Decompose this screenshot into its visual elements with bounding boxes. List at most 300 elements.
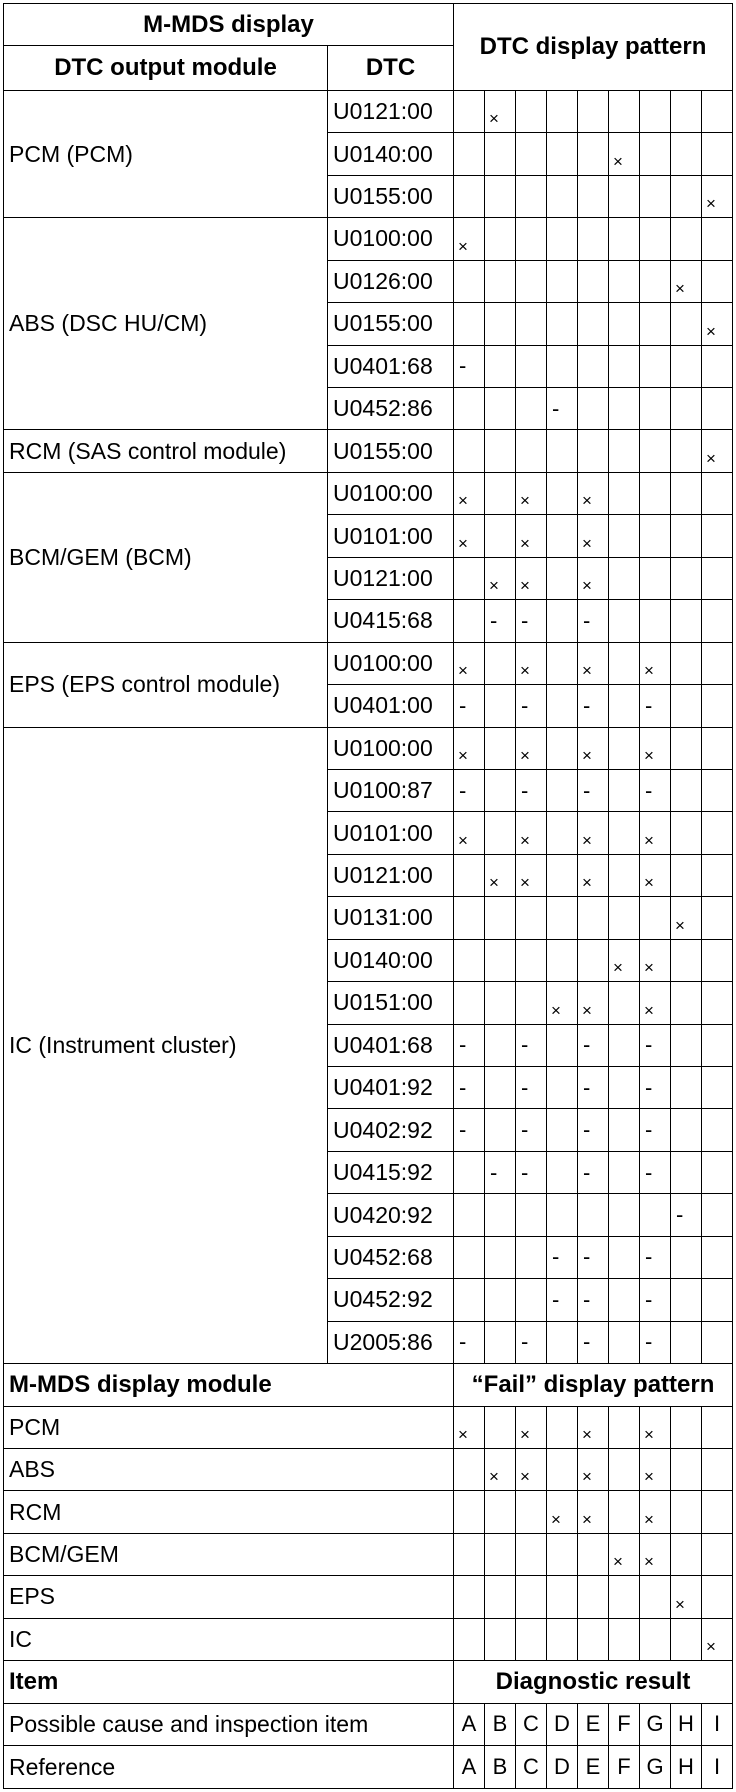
dtc-code: U0131:00 [328,897,454,939]
result-letter-cell: C [516,1703,547,1745]
pattern-cell: - [578,600,609,642]
fail-pattern-cell [671,1618,702,1660]
fail-pattern-cell [485,1406,516,1448]
fail-row [4,1533,733,1575]
pattern-cell [671,175,702,217]
header-row-1 [4,4,733,46]
pattern-cell [485,1109,516,1151]
pattern-cell: × [640,812,671,854]
pattern-cell [609,345,640,387]
fail-pattern-cell: × [671,1576,702,1618]
pattern-cell: × [578,854,609,896]
fail-pattern-cell [671,1533,702,1575]
fail-pattern-cell: × [485,1448,516,1490]
pattern-cell: × [454,515,485,557]
pattern-cell: × [578,557,609,599]
fail-pattern-cell [485,1533,516,1575]
pattern-cell [609,1236,640,1278]
pattern-cell [702,472,733,514]
pattern-cell [454,600,485,642]
pattern-cell [702,557,733,599]
pattern-cell: × [671,260,702,302]
fail-pattern-cell: × [640,1533,671,1575]
pattern-cell [454,854,485,896]
pattern-cell [547,600,578,642]
pattern-cell [516,388,547,430]
pattern-cell: - [547,1236,578,1278]
fail-pattern-cell [609,1576,640,1618]
pattern-cell [485,345,516,387]
dtc-code: U0100:00 [328,727,454,769]
pattern-cell: × [516,812,547,854]
pattern-cell: - [578,685,609,727]
pattern-cell [547,472,578,514]
fail-row [4,1491,733,1533]
pattern-cell [671,600,702,642]
pattern-cell: - [516,1109,547,1151]
pattern-cell [547,897,578,939]
pattern-cell [516,1279,547,1321]
fail-pattern-cell: × [578,1491,609,1533]
pattern-cell [671,1279,702,1321]
dtc-code: U2005:86 [328,1321,454,1363]
fail-pattern-cell [485,1491,516,1533]
pattern-cell [547,430,578,472]
result-letter-cell: A [454,1746,485,1789]
fail-pattern-cell [609,1448,640,1490]
result-row [4,1703,733,1745]
pattern-cell [547,854,578,896]
pattern-cell: - [454,685,485,727]
dtc-row [4,642,733,684]
fail-pattern-cell [485,1618,516,1660]
pattern-cell [547,515,578,557]
pattern-cell [702,769,733,811]
dtc-code: U0126:00 [328,260,454,302]
pattern-cell [640,133,671,175]
pattern-cell: - [516,685,547,727]
pattern-cell [609,515,640,557]
result-header-row [4,1661,733,1703]
pattern-cell [640,90,671,132]
pattern-cell [671,303,702,345]
pattern-cell [671,345,702,387]
pattern-cell [702,1067,733,1109]
module-name: EPS (EPS control module) [4,642,328,727]
pattern-cell: - [547,1279,578,1321]
fail-pattern-cell [671,1448,702,1490]
pattern-cell: × [578,642,609,684]
dtc-code: U0121:00 [328,90,454,132]
pattern-cell [609,600,640,642]
pattern-cell: × [640,939,671,981]
fail-display-pattern-header: “Fail” display pattern [454,1364,733,1406]
dtc-code: U0415:68 [328,600,454,642]
dtc-code: U0100:87 [328,769,454,811]
fail-pattern-cell [609,1491,640,1533]
pattern-cell [609,642,640,684]
pattern-cell: - [485,600,516,642]
dtc-code: U0401:68 [328,345,454,387]
pattern-cell [609,1109,640,1151]
pattern-cell [702,1109,733,1151]
module-name: BCM/GEM (BCM) [4,472,328,642]
fail-module-name: EPS [4,1576,454,1618]
pattern-cell [640,472,671,514]
pattern-cell [702,515,733,557]
pattern-cell [547,685,578,727]
pattern-cell [640,388,671,430]
pattern-cell [671,854,702,896]
fail-pattern-cell: × [578,1448,609,1490]
pattern-cell [516,260,547,302]
pattern-cell [702,345,733,387]
fail-row [4,1448,733,1490]
fail-pattern-cell [671,1491,702,1533]
pattern-cell [485,1024,516,1066]
pattern-cell [578,133,609,175]
pattern-cell: - [671,1194,702,1236]
pattern-cell [454,260,485,302]
pattern-cell: - [454,345,485,387]
fail-module-name: IC [4,1618,454,1660]
dtc-row [4,90,733,132]
fail-pattern-cell [640,1576,671,1618]
result-letter-cell: E [578,1703,609,1745]
pattern-cell [516,175,547,217]
pattern-cell [485,897,516,939]
diagnostic-result-header: Diagnostic result [454,1661,733,1703]
pattern-cell [702,260,733,302]
pattern-cell [547,1194,578,1236]
pattern-cell [609,1279,640,1321]
fail-pattern-cell [516,1576,547,1618]
pattern-cell [671,557,702,599]
pattern-cell: × [516,727,547,769]
dtc-code: U0452:92 [328,1279,454,1321]
pattern-cell [640,897,671,939]
pattern-cell [547,557,578,599]
result-letter-cell: F [609,1746,640,1789]
pattern-cell: × [578,982,609,1024]
pattern-cell [609,472,640,514]
fail-pattern-cell: × [578,1406,609,1448]
pattern-cell [578,345,609,387]
dtc-row [4,727,733,769]
pattern-cell [454,1151,485,1193]
pattern-cell: × [516,854,547,896]
dtc-code: U0401:92 [328,1067,454,1109]
fail-pattern-cell [454,1533,485,1575]
pattern-cell [702,642,733,684]
result-letter-cell: A [454,1703,485,1745]
pattern-cell [485,769,516,811]
pattern-cell [578,260,609,302]
pattern-cell: - [578,1109,609,1151]
pattern-cell [609,727,640,769]
pattern-cell [485,1236,516,1278]
pattern-cell [702,1321,733,1363]
dtc-code: U0415:92 [328,1151,454,1193]
pattern-cell [702,685,733,727]
pattern-cell: - [516,1151,547,1193]
pattern-cell [640,218,671,260]
pattern-cell [547,260,578,302]
pattern-cell [578,897,609,939]
fail-pattern-cell: × [702,1618,733,1660]
pattern-cell [702,1194,733,1236]
pattern-cell: - [578,1067,609,1109]
pattern-cell [547,1151,578,1193]
dtc-code: U0101:00 [328,812,454,854]
pattern-cell [640,430,671,472]
pattern-cell [702,939,733,981]
pattern-cell [547,90,578,132]
mmds-display-module-header: M-MDS display module [4,1364,454,1406]
fail-row [4,1406,733,1448]
pattern-cell: - [454,1067,485,1109]
fail-pattern-cell [609,1618,640,1660]
dtc-code: U0401:00 [328,685,454,727]
pattern-cell [671,812,702,854]
pattern-cell: × [516,557,547,599]
pattern-cell [516,939,547,981]
pattern-cell [485,303,516,345]
fail-pattern-cell [702,1448,733,1490]
pattern-cell [609,90,640,132]
pattern-cell [671,1109,702,1151]
pattern-cell [609,1151,640,1193]
pattern-cell [609,812,640,854]
pattern-cell [485,1279,516,1321]
pattern-cell [485,515,516,557]
pattern-cell: - [454,769,485,811]
fail-pattern-cell [547,1618,578,1660]
dtc-display-pattern-table [3,3,733,1789]
dtc-row [4,218,733,260]
pattern-cell [578,1194,609,1236]
pattern-cell [671,727,702,769]
dtc-code: U0402:92 [328,1109,454,1151]
pattern-cell [671,515,702,557]
pattern-cell [609,897,640,939]
pattern-cell [516,430,547,472]
pattern-cell: - [516,1024,547,1066]
fail-pattern-cell [671,1406,702,1448]
fail-module-name: BCM/GEM [4,1533,454,1575]
pattern-cell: × [609,133,640,175]
pattern-cell [702,1151,733,1193]
pattern-cell: - [640,1321,671,1363]
pattern-cell [454,939,485,981]
result-letter-cell: G [640,1746,671,1789]
pattern-cell [671,133,702,175]
fail-pattern-cell [640,1618,671,1660]
fail-pattern-cell: × [516,1406,547,1448]
pattern-cell [702,218,733,260]
fail-pattern-cell [578,1576,609,1618]
dtc-code: U0121:00 [328,557,454,599]
fail-pattern-cell: × [516,1448,547,1490]
dtc-code: U0100:00 [328,472,454,514]
pattern-cell [547,345,578,387]
pattern-cell [547,642,578,684]
pattern-cell: - [578,1236,609,1278]
pattern-cell: × [578,727,609,769]
dtc-code: U0155:00 [328,303,454,345]
fail-pattern-cell [454,1618,485,1660]
pattern-cell [516,345,547,387]
pattern-cell: - [578,769,609,811]
pattern-cell [485,939,516,981]
pattern-cell: × [454,812,485,854]
pattern-cell [702,1279,733,1321]
pattern-cell [485,685,516,727]
pattern-cell [578,939,609,981]
pattern-cell [671,642,702,684]
fail-pattern-cell [578,1533,609,1575]
pattern-cell: × [485,90,516,132]
fail-pattern-cell: × [640,1406,671,1448]
dtc-code: U0100:00 [328,218,454,260]
pattern-cell: × [485,557,516,599]
fail-pattern-cell [485,1576,516,1618]
pattern-cell [702,982,733,1024]
pattern-cell [454,133,485,175]
pattern-cell: × [454,472,485,514]
pattern-cell [547,727,578,769]
pattern-cell [671,1067,702,1109]
fail-pattern-cell [516,1618,547,1660]
pattern-cell [547,218,578,260]
pattern-cell [547,1109,578,1151]
fail-module-name: RCM [4,1491,454,1533]
pattern-cell [485,218,516,260]
fail-pattern-cell [454,1491,485,1533]
pattern-cell: × [454,727,485,769]
module-name: PCM (PCM) [4,90,328,217]
result-item-name: Possible cause and inspection item [4,1703,454,1745]
pattern-cell [702,854,733,896]
pattern-cell: - [516,1067,547,1109]
result-letter-cell: C [516,1746,547,1789]
pattern-cell [578,388,609,430]
pattern-cell [454,388,485,430]
pattern-cell [702,897,733,939]
fail-row [4,1618,733,1660]
fail-pattern-cell [702,1533,733,1575]
pattern-cell [640,557,671,599]
pattern-cell [671,472,702,514]
pattern-cell [578,175,609,217]
pattern-cell [609,1321,640,1363]
fail-pattern-cell [454,1576,485,1618]
dtc-code: U0101:00 [328,515,454,557]
module-name: IC (Instrument cluster) [4,727,328,1364]
pattern-cell [547,812,578,854]
pattern-cell [671,1321,702,1363]
dtc-code: U0155:00 [328,430,454,472]
pattern-cell: × [702,175,733,217]
pattern-cell: - [454,1109,485,1151]
pattern-cell [609,260,640,302]
fail-pattern-cell: × [640,1448,671,1490]
result-letter-cell: B [485,1746,516,1789]
pattern-cell: - [516,769,547,811]
dtc-code: U0100:00 [328,642,454,684]
pattern-cell [609,982,640,1024]
pattern-cell [640,1194,671,1236]
dtc-code: U0151:00 [328,982,454,1024]
pattern-cell [516,90,547,132]
pattern-cell [454,982,485,1024]
dtc-code: U0140:00 [328,133,454,175]
pattern-cell [702,727,733,769]
pattern-cell [609,769,640,811]
pattern-cell: - [454,1321,485,1363]
pattern-cell [516,303,547,345]
pattern-cell: × [640,854,671,896]
pattern-cell [485,1067,516,1109]
pattern-cell: × [516,472,547,514]
fail-pattern-cell [454,1448,485,1490]
pattern-cell [609,854,640,896]
pattern-cell [609,303,640,345]
dtc-code: U0155:00 [328,175,454,217]
pattern-cell [609,1194,640,1236]
pattern-cell [454,1236,485,1278]
pattern-cell [547,133,578,175]
pattern-cell [671,685,702,727]
pattern-cell [609,430,640,472]
pattern-cell [671,982,702,1024]
fail-pattern-cell [609,1406,640,1448]
dtc-row [4,430,733,472]
module-name: ABS (DSC HU/CM) [4,218,328,430]
pattern-cell [640,600,671,642]
pattern-cell [547,303,578,345]
result-letter-cell: D [547,1746,578,1789]
fail-pattern-cell [547,1448,578,1490]
dtc-output-module-header: DTC output module [4,46,328,91]
pattern-cell: × [609,939,640,981]
pattern-cell [671,939,702,981]
mmds-display-header: M-MDS display [4,4,454,46]
pattern-cell [485,642,516,684]
pattern-cell: - [454,1024,485,1066]
pattern-cell [671,1236,702,1278]
item-header: Item [4,1661,454,1703]
fail-pattern-cell [702,1491,733,1533]
pattern-cell: - [547,388,578,430]
pattern-cell: - [516,1321,547,1363]
pattern-cell [485,1194,516,1236]
fail-header-row [4,1364,733,1406]
pattern-cell: - [640,769,671,811]
pattern-cell: - [640,1151,671,1193]
dtc-display-pattern-header: DTC display pattern [454,4,733,91]
pattern-cell [547,769,578,811]
fail-pattern-cell [702,1406,733,1448]
pattern-cell [454,897,485,939]
fail-pattern-cell [702,1576,733,1618]
pattern-cell [547,1321,578,1363]
pattern-cell [609,685,640,727]
pattern-cell: - [640,1236,671,1278]
pattern-cell [547,1067,578,1109]
pattern-cell [454,303,485,345]
result-item-name: Reference [4,1746,454,1789]
